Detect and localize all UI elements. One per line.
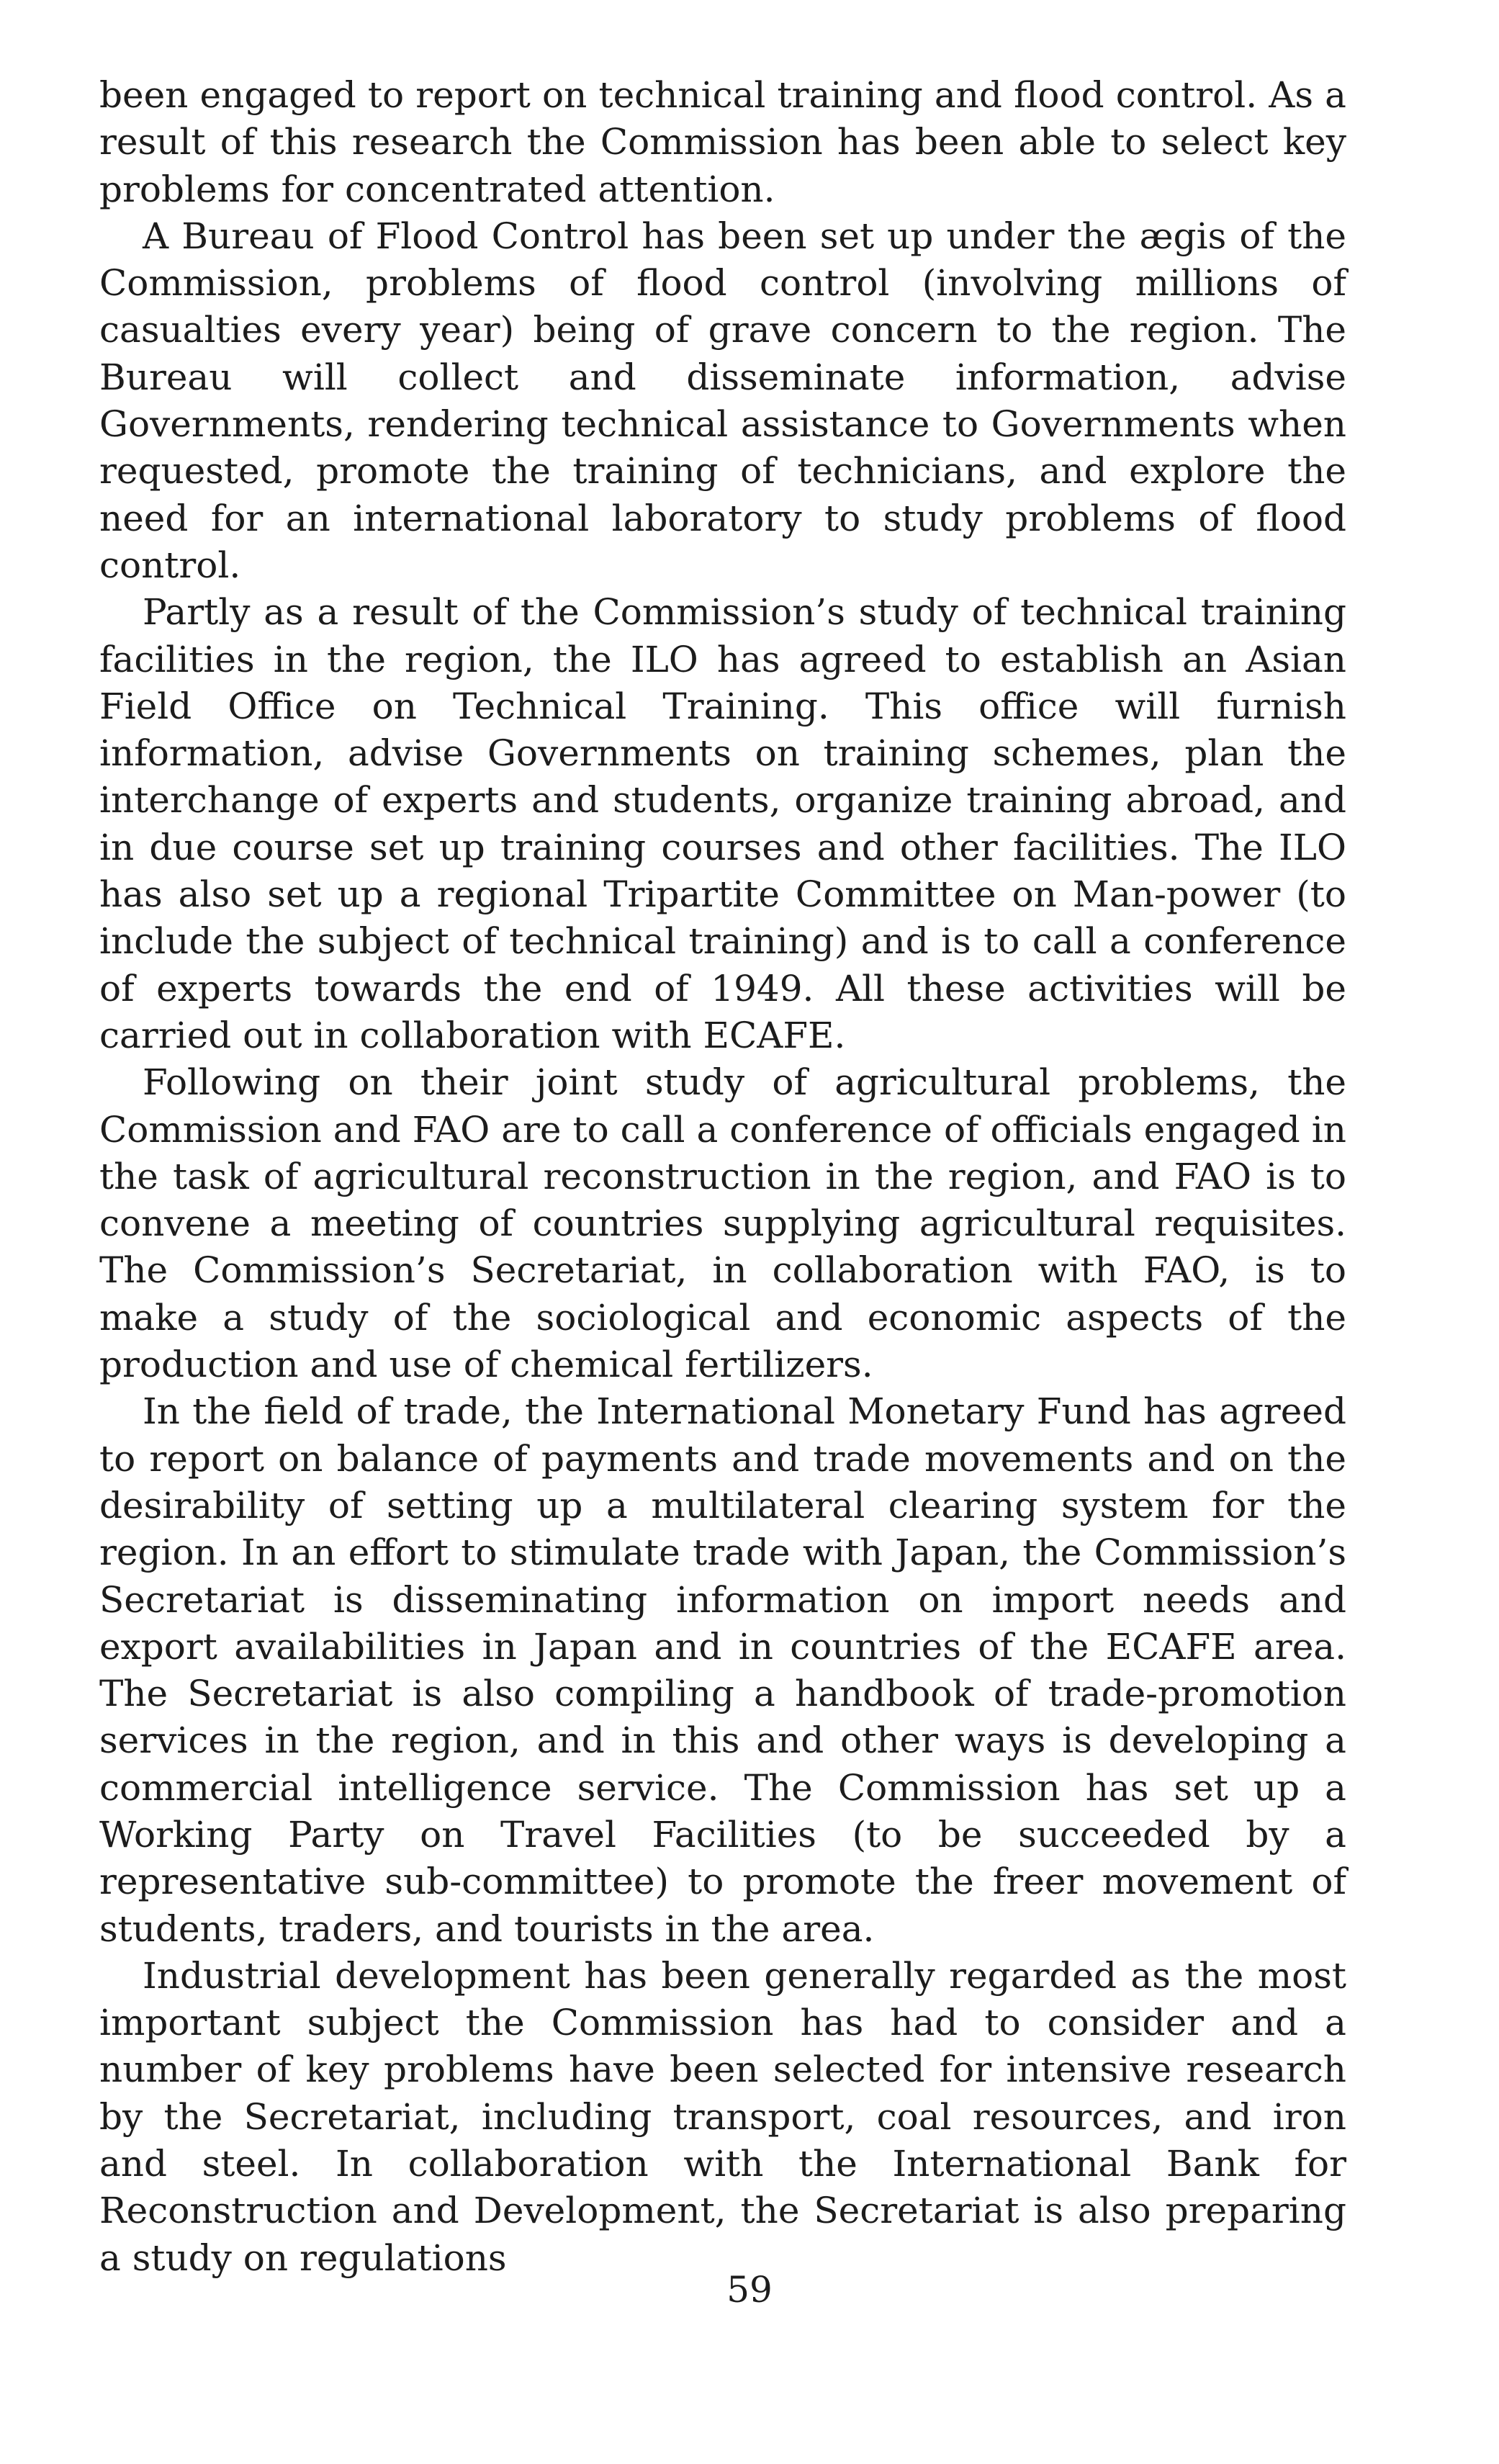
- paragraph-agricultural-problems: Following on their joint study of agricultural problems, the Commission and FAO are to call a conference of officials engaged in the task of agricultural reconstruction in the region, and FAO is to convene a meeting of countries supplying agricultural requisites. The Commission’s Secretariat, in collaboration with FAO, is to make a study of the sociological and economic aspects of the production and use of chemical fertilizers.: [99, 1061, 1346, 1386]
- paragraph-industrial-development: Industrial development has been generally regarded as the most important subject the Commission has had to consider and a number of key problems have been selected for intensive research by the Secretariat, including transport, coal resources, and iron and steel. In collaboration with the International Bank for Reconstruction and Development, the Secretariat is also preparing a study on regulations: [99, 1954, 1346, 2279]
- paragraph-trade: In the field of trade, the International Monetary Fund has agreed to report on balance of payments and trade movements and on the desirability of setting up a multilateral clearing system for the region. In an effort to stimulate trade with Japan, the Commission’s Secretariat is disseminating information on import needs and export availabilities in Japan and in countries of the ECAFE area. The Secretariat is also compiling a handbook of trade-promotion services in the region, and in this and other ways is developing a commercial intelligence service. The Commission has set up a Working Party on Travel Facilities (to be succeeded by a representative sub-committee) to promote the freer movement of students, traders, and tourists in the area.: [99, 1390, 1346, 1950]
- page-body: [99, 72, 1346, 2282]
- page-number: 59: [726, 2269, 773, 2311]
- paragraph-technical-training: Partly as a result of the Commission’s study of technical training facilities in the region, the ILO has agreed to establish an Asian Field Office on Technical Training. This office will furnish information, advise Governments on training schemes, plan the interchange of experts and students, organize training abroad, and in due course set up training courses and other facilities. The ILO has also set up a regional Tripartite Committee on Man-power (to include the subject of technical training) and is to call a conference of experts towards the end of 1949. All these activities will be carried out in collaboration with ECAFE.: [99, 591, 1346, 1056]
- paragraph-flood-control-research: been engaged to report on technical training and flood control. As a result of this research the Commission has been able to select key problems for concentrated attention.: [99, 74, 1346, 210]
- paragraph-bureau-of-flood-control: A Bureau of Flood Control has been set up under the ægis of the Commission, problems of flood control (involving millions of casualties every year) being of grave concern to the region. The Bureau will collect and disseminate information, advise Governments, rendering technical assistance to Governments when requested, promote the training of technicians, and explore the need for an international laboratory to study problems of flood control.: [99, 215, 1346, 586]
